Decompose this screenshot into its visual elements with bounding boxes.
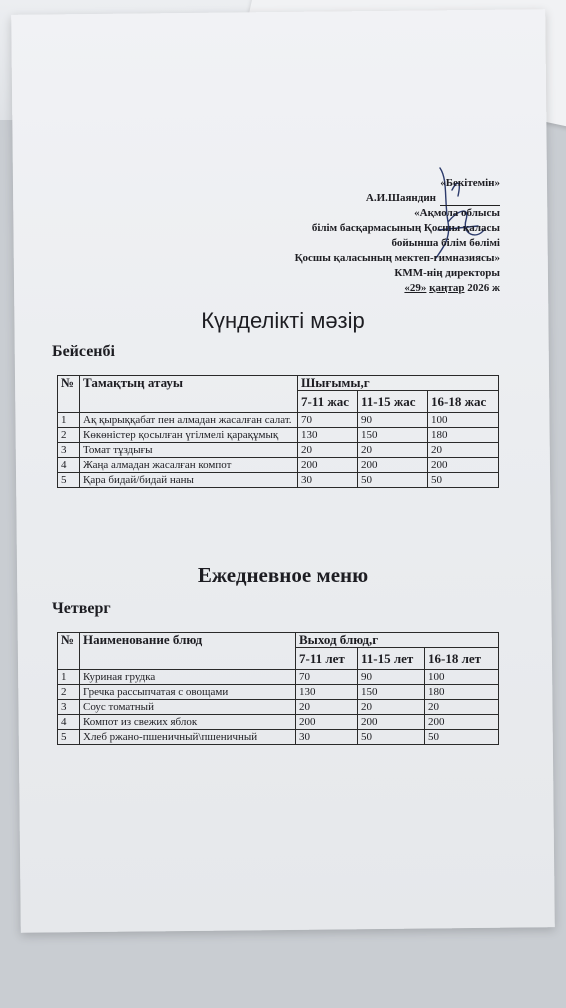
dish-name: Көкөністер қосылған үгілмелі қарақұмық — [80, 428, 298, 443]
menu-table-kz — [57, 375, 499, 488]
portion-value: 180 — [428, 428, 499, 443]
row-number: 3 — [58, 443, 80, 458]
dish-name: Гречка рассыпчатая с овощами — [80, 685, 296, 700]
dish-name: Ақ қырыққабат пен алмадан жасалған салат. — [80, 413, 298, 428]
portion-value: 100 — [425, 670, 499, 685]
dish-name: Соус томатный — [80, 700, 296, 715]
row-number: 5 — [58, 473, 80, 488]
portion-value: 130 — [296, 685, 358, 700]
portion-value: 50 — [358, 730, 425, 745]
table-row — [58, 413, 499, 428]
row-number: 1 — [58, 413, 80, 428]
column-header-output: Выход блюд,г — [296, 633, 499, 648]
column-header-output: Шығымы,г — [298, 376, 499, 391]
approval-line: бойынша білім бөлімі — [391, 237, 500, 249]
table-row — [58, 458, 499, 473]
portion-value: 150 — [358, 685, 425, 700]
approval-line: КММ-нің директоры — [394, 267, 500, 279]
portion-value: 20 — [425, 700, 499, 715]
table-header-row — [58, 633, 499, 648]
dish-name: Хлеб ржано-пшеничный\пшеничный — [80, 730, 296, 745]
age-group-header: 11-15 жас — [358, 391, 428, 413]
approval-line: білім басқармасының Қосшы қаласы — [311, 222, 500, 234]
table-row — [58, 700, 499, 715]
portion-value: 50 — [425, 730, 499, 745]
table-header-row — [58, 376, 499, 391]
table-row — [58, 670, 499, 685]
column-header-dish: Тамақтың атауы — [80, 376, 298, 413]
row-number: 5 — [58, 730, 80, 745]
row-number: 4 — [58, 458, 80, 473]
portion-value: 200 — [428, 458, 499, 473]
row-number: 1 — [58, 670, 80, 685]
weekday-kz: Бейсенбі — [52, 343, 115, 360]
table-row — [58, 685, 499, 700]
approval-line: Қосшы қаласының мектеп-гимназиясы» — [294, 252, 500, 264]
menu-table-ru — [57, 632, 499, 745]
table-row — [58, 473, 499, 488]
approval-line: «Ақмола облысы — [414, 207, 500, 219]
approval-line: «Бекітемін» — [440, 177, 500, 189]
approval-date — [170, 281, 500, 296]
age-group-header: 7-11 жас — [298, 391, 358, 413]
portion-value: 20 — [358, 700, 425, 715]
row-number: 2 — [58, 685, 80, 700]
portion-value: 50 — [358, 473, 428, 488]
portion-value: 20 — [358, 443, 428, 458]
table-row — [58, 428, 499, 443]
age-group-header: 7-11 лет — [296, 648, 358, 670]
portion-value: 200 — [296, 715, 358, 730]
portion-value: 70 — [298, 413, 358, 428]
column-header-number: № — [58, 376, 80, 413]
portion-value: 180 — [425, 685, 499, 700]
portion-value: 70 — [296, 670, 358, 685]
portion-value: 150 — [358, 428, 428, 443]
age-group-header: 16-18 жас — [428, 391, 499, 413]
table-row — [58, 443, 499, 458]
dish-name: Компот из свежих яблок — [80, 715, 296, 730]
portion-value: 30 — [298, 473, 358, 488]
portion-value: 200 — [358, 715, 425, 730]
column-header-number: № — [58, 633, 80, 670]
portion-value: 20 — [296, 700, 358, 715]
portion-value: 20 — [298, 443, 358, 458]
portion-value: 200 — [425, 715, 499, 730]
date-year: 2026 ж — [467, 282, 500, 294]
portion-value: 100 — [428, 413, 499, 428]
column-header-dish: Наименование блюд — [80, 633, 296, 670]
portion-value: 130 — [298, 428, 358, 443]
menu-title-ru: Ежедневное меню — [197, 563, 369, 587]
row-number: 2 — [58, 428, 80, 443]
portion-value: 50 — [428, 473, 499, 488]
age-group-header: 16-18 лет — [425, 648, 499, 670]
menu-title-kz: Күнделікті мәзір — [201, 308, 365, 333]
table-row — [58, 730, 499, 745]
dish-name: Томат тұздығы — [80, 443, 298, 458]
portion-value: 20 — [428, 443, 499, 458]
portion-value: 30 — [296, 730, 358, 745]
dish-name: Куриная грудка — [80, 670, 296, 685]
row-number: 4 — [58, 715, 80, 730]
portion-value: 90 — [358, 413, 428, 428]
approval-signatory — [170, 191, 500, 206]
weekday-ru: Четверг — [52, 600, 111, 617]
portion-value: 200 — [298, 458, 358, 473]
table-row — [58, 715, 499, 730]
date-day: «29» — [404, 282, 427, 294]
age-group-header: 11-15 лет — [358, 648, 425, 670]
portion-value: 90 — [358, 670, 425, 685]
dish-name: Жаңа алмадан жасалған компот — [80, 458, 298, 473]
approval-block — [170, 176, 500, 296]
row-number: 3 — [58, 700, 80, 715]
date-month: қаңтар — [429, 282, 465, 294]
dish-name: Қара бидай/бидай наны — [80, 473, 298, 488]
portion-value: 200 — [358, 458, 428, 473]
approval-name: А.И.Шаяндин — [365, 192, 436, 204]
